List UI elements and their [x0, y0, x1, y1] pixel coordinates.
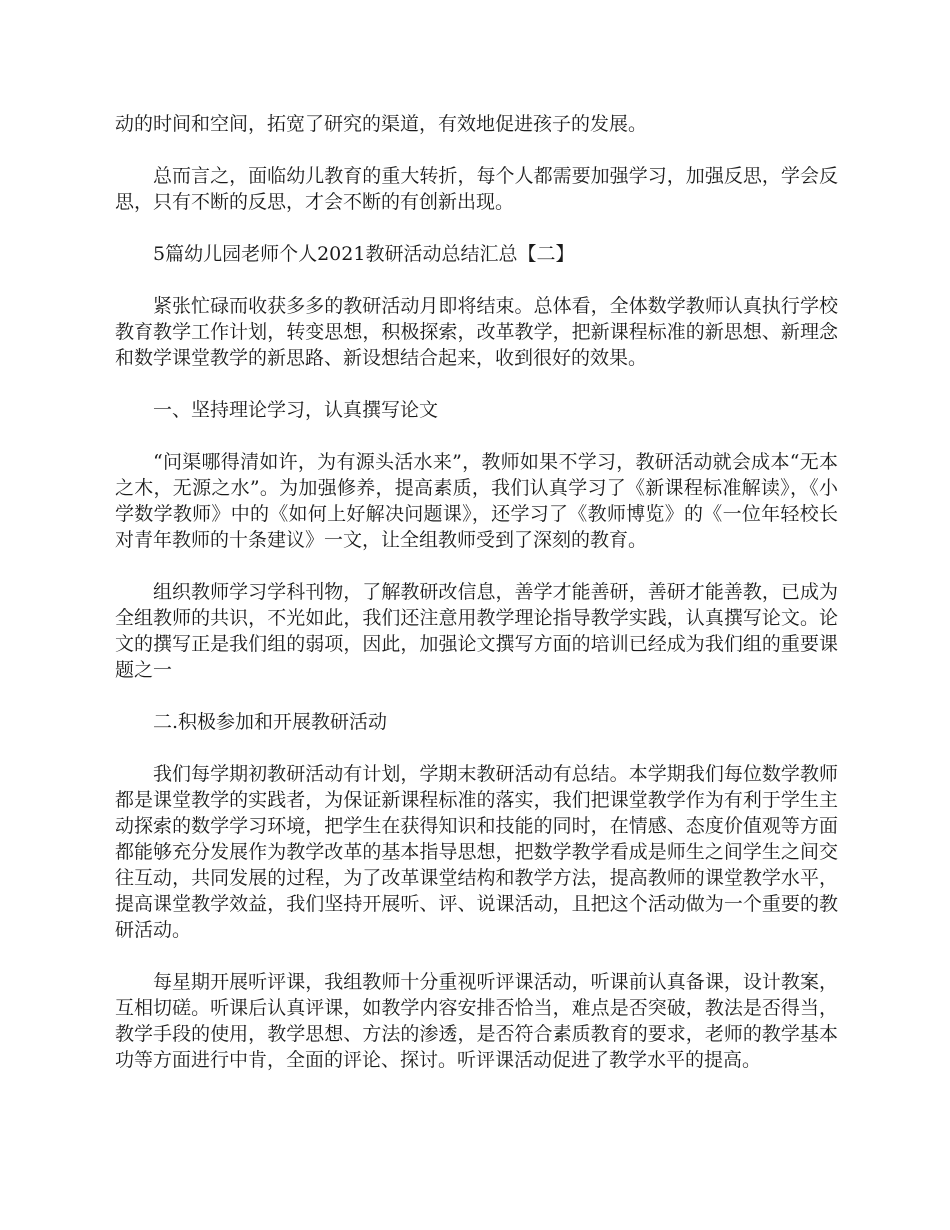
section-title: 5篇幼儿园老师个人2021教研活动总结汇总【二】	[153, 243, 575, 265]
heading-research-activities: 二.积极参加和开展教研活动	[153, 711, 388, 733]
paragraph-continuation: 动的时间和空间，拓宽了研究的渠道，有效地促进孩子的发展。	[115, 113, 648, 135]
paragraph-conclusion: 总而言之，面临幼儿教育的重大转折，每个人都需要加强学习，加强反思，学会反思，只有不断的反思，才会不断的有创新出现。	[115, 165, 838, 213]
paragraph-journal-study: 组织教师学习学科刊物，了解教研改信息，善学才能善研，善研才能善教，已成为全组教师的共识，不光如此，我们还注意用教学理论指导教学实践，认真撰写论文。论文的撰写正是我们组的弱项，因此，加强论文撰写方面的培训已经成为我们组的重要课题之一	[115, 581, 838, 681]
paragraph-theory-study: “问渠哪得清如许，为有源头活水来”，教师如果不学习，教研活动就会成本“无本之木，无源之水”。为加强修养，提高素质，我们认真学习了《新课程标准解读》，《小学数学教师》中的《如何上好解决问题课》，还学习了《教师博览》的《一位年轻校长对青年教师的十条建议》一文，让全组教师受到了深刻的教育。	[115, 451, 838, 551]
paragraph-research-plan: 我们每学期初教研活动有计划，学期末教研活动有总结。本学期我们每位数学教师都是课堂教学的实践者，为保证新课程标准的落实，我们把课堂教学作为有利于学生主动探索的数学学习环境，把学生在获得知识和技能的同时，在情感、态度价值观等方面都能够充分发展作为教学改革的基本指导思想，把数学教学看成是师生之间学生之间交往互动，共同发展的过程，为了改革课堂结构和教学方法，提高教师的课堂教学水平，提高课堂教学效益，我们坚持开展听、评、说课活动，且把这个活动做为一个重要的教研活动。	[115, 763, 838, 941]
paragraph-intro: 紧张忙碌而收获多多的教研活动月即将结束。总体看，全体数学教师认真执行学校教育教学工作计划，转变思想，积极探索，改革教学，把新课程标准的新思想、新理念和数学课堂教学的新思路、新设想结合起来，收到很好的效果。	[115, 295, 838, 369]
heading-theory-study: 一、坚持理论学习，认真撰写论文	[153, 399, 439, 421]
paragraph-lesson-review: 每星期开展听评课，我组教师十分重视听评课活动，听课前认真备课，设计教案，互相切磋。听课后认真评课，如教学内容安排否恰当，难点是否突破，教法是否得当，教学手段的使用，教学思想、方法的渗透，是否符合素质教育的要求，老师的教学基本功等方面进行中肯，全面的评论、探讨。听评课活动促进了教学水平的提高。	[115, 971, 838, 1071]
document-body	[115, 111, 838, 1099]
